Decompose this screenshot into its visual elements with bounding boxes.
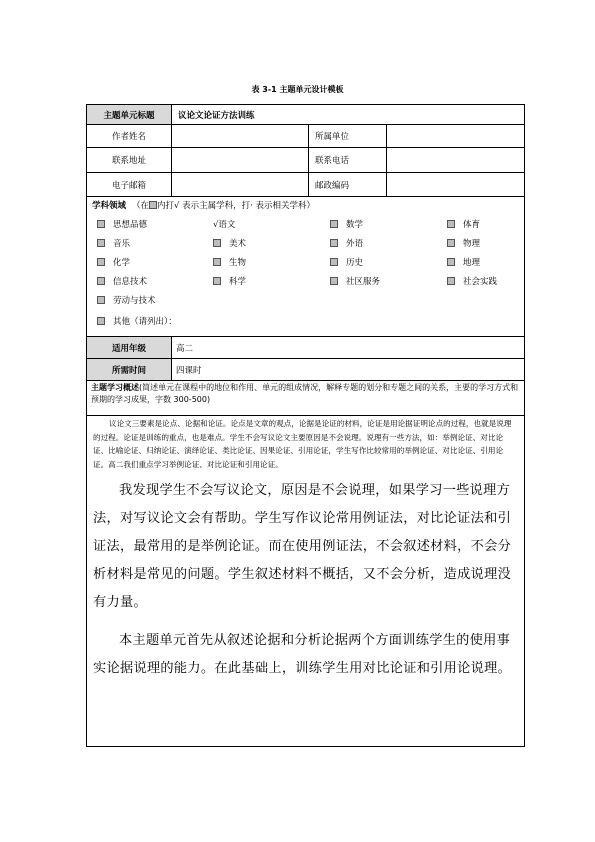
table-caption: 表 3-1 主题单元设计模板 (251, 85, 344, 94)
checkbox-icon[interactable] (447, 258, 455, 266)
checkbox-icon[interactable] (213, 277, 221, 285)
grade-value[interactable]: 高二 (176, 343, 194, 354)
time-value[interactable]: 四课时 (176, 365, 202, 376)
summary-paragraph: 我发现学生不会写议论文，原因是不会说理，如果学习一些说理方法，对写议论文会有帮助。学生写作议论常用例证法，对比论证法和引证法，最常用的是举例论证。而在使用例证法，不会叙述材料，不会分析材料是常见的问题。学生叙述材料不概括，又不会分析，造成说理没有力量。 (93, 483, 512, 611)
subject-item[interactable]: 化学 (97, 256, 130, 268)
email-field[interactable] (172, 173, 309, 196)
checkbox-icon[interactable] (97, 239, 105, 247)
summary-hint: (简述单元在课程中的地位和作用、单元的组成情况，解释专题的划分和专题之间的关系，主要的学习方式和预期的学习成果，字数 300-500) (91, 383, 519, 404)
time-row (87, 359, 524, 381)
checkbox-icon[interactable] (330, 258, 338, 266)
grade-label: 适用年级 (87, 337, 172, 358)
subject-item[interactable]: 地理 (447, 256, 480, 268)
summary-header-row (87, 381, 524, 416)
checkbox-icon[interactable] (447, 220, 455, 228)
checkbox-icon[interactable] (330, 277, 338, 285)
checkbox-icon[interactable] (447, 239, 455, 247)
summary-paragraph: 本主题单元首先从叙述论据和分析论据两个方面训练学生的使用事实论据说理的能力。在此基础上，训练学生用对比论证和引用论说理。 (93, 633, 512, 677)
organization-field[interactable] (387, 125, 524, 147)
postcode-field[interactable] (387, 173, 524, 196)
info-row-author (87, 125, 524, 148)
checkbox-icon[interactable] (213, 258, 221, 266)
title-row (87, 105, 524, 125)
checkbox-icon[interactable] (213, 239, 221, 247)
checkbox-icon[interactable] (97, 317, 105, 325)
author-name-label: 作者姓名 (87, 125, 172, 147)
subject-domain-section (87, 197, 524, 337)
subject-item[interactable]: 数学 (330, 218, 363, 230)
subject-item[interactable]: 劳动与技术 (97, 294, 156, 306)
subject-item[interactable]: √语文 (213, 220, 236, 230)
checkbox-icon[interactable] (97, 258, 105, 266)
subject-item[interactable]: 历史 (330, 256, 363, 268)
subject-domain-hint-end: 内打√ 表示主属学科，打· 表示相关学科） (157, 201, 316, 211)
summary-small-paragraph: 议论文三要素是论点、论据和论证。论点是文章的观点，论据是论证的材料，论证是用论据证明论点的过程，也就是说理的过程。论证是训练的重点，也是难点。学生不会写议论文主要原因是不会说理。说理有一些方法，如：举例论证、对比论证、比喻论证、归纳论证、演绎论证、类比论证、因果论证、引用论证，学生写作比较常用的举例论证、对比论证、引用论证。高二我们重点学习举例论证、对比论证和引用论证。 (93, 419, 512, 469)
subject-item[interactable]: 社会实践 (447, 275, 497, 287)
subject-domain-label: 学科领域 (92, 201, 127, 211)
checkbox-icon[interactable] (330, 220, 338, 228)
checkbox-icon[interactable] (330, 239, 338, 247)
phone-field[interactable] (387, 148, 524, 172)
author-name-field[interactable] (172, 125, 309, 147)
subject-item[interactable]: 思想品德 (97, 218, 147, 230)
summary-content[interactable] (87, 417, 524, 683)
address-field[interactable] (172, 148, 309, 172)
subject-item[interactable]: 外语 (330, 237, 363, 249)
summary-header (87, 381, 524, 407)
checkbox-icon (149, 201, 157, 209)
phone-label: 联系电话 (309, 148, 387, 172)
info-row-email (87, 173, 524, 197)
address-label: 联系地址 (87, 148, 172, 172)
subject-item[interactable]: 物理 (447, 237, 480, 249)
checkbox-icon[interactable] (97, 220, 105, 228)
subject-domain-header (87, 197, 524, 213)
subject-item[interactable]: 体育 (447, 218, 480, 230)
email-label: 电子邮箱 (87, 173, 172, 196)
grade-row (87, 337, 524, 359)
checkbox-icon[interactable] (447, 277, 455, 285)
subject-item[interactable]: 科学 (213, 275, 246, 287)
info-row-address (87, 148, 524, 173)
subject-item[interactable]: 生物 (213, 256, 246, 268)
checkbox-icon[interactable] (97, 277, 105, 285)
subject-item[interactable]: 音乐 (97, 237, 130, 249)
summary-label: 主题学习概述 (91, 383, 139, 392)
postcode-label: 邮政编码 (309, 173, 387, 196)
checkbox-icon[interactable] (97, 296, 105, 304)
unit-design-form (86, 104, 525, 747)
subject-item[interactable]: 信息技术 (97, 275, 147, 287)
subject-other[interactable]: 其他（请列出）： (97, 315, 177, 327)
time-label: 所需时间 (87, 359, 172, 380)
subject-item[interactable]: 美术 (213, 237, 246, 249)
subject-domain-hint-start: （在 (132, 201, 150, 211)
title-label: 主题单元标题 (87, 105, 172, 124)
organization-label: 所属单位 (309, 125, 387, 147)
subject-item[interactable]: 社区服务 (330, 275, 380, 287)
title-value[interactable]: 议论文论证方法训练 (178, 110, 255, 121)
